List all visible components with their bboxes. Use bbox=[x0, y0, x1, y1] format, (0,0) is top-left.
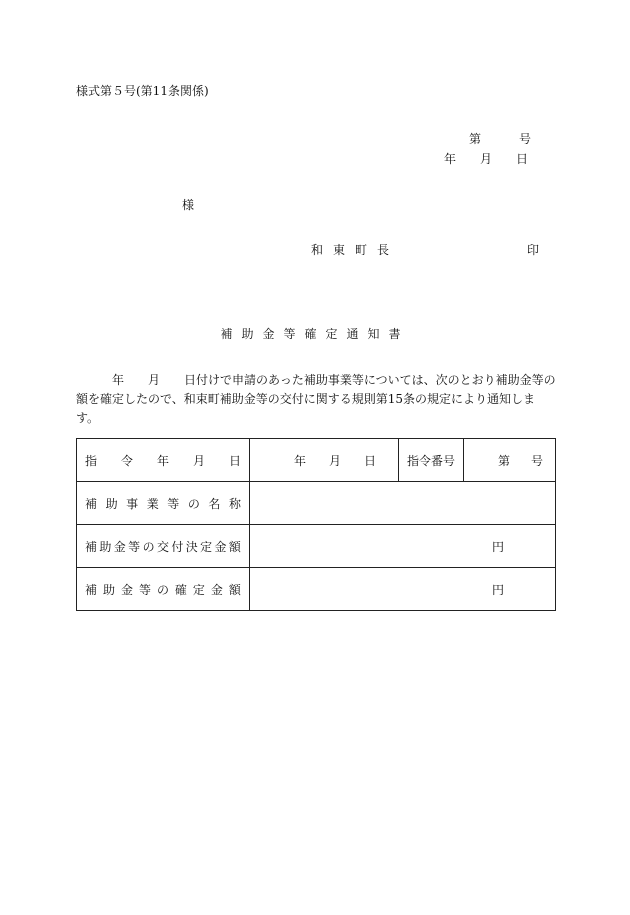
date-month-label: 月 bbox=[479, 152, 492, 166]
order-number-suffix: 号 bbox=[530, 453, 543, 468]
order-date-day: 日 bbox=[363, 453, 376, 468]
order-number-label: 指令番号 bbox=[399, 439, 464, 482]
order-date-cell bbox=[250, 439, 399, 482]
document-number-line bbox=[469, 130, 531, 147]
body-paragraph bbox=[76, 371, 556, 428]
table-row bbox=[77, 568, 556, 611]
sender-name: 和東町長 bbox=[311, 243, 400, 257]
order-number-prefix: 第 bbox=[498, 453, 511, 468]
order-number-cell bbox=[464, 439, 556, 482]
order-date-month: 月 bbox=[328, 453, 341, 468]
addressee-honorific: 様 bbox=[182, 198, 195, 212]
date-day-label: 日 bbox=[515, 152, 528, 166]
body-year-label: 年 bbox=[112, 373, 125, 387]
row2-label: 補 助 事 業 等 の 名 称 bbox=[85, 496, 241, 511]
number-prefix: 第 bbox=[469, 132, 482, 146]
label-cell bbox=[77, 568, 250, 611]
seal-mark: 印 bbox=[527, 243, 540, 257]
grant-decision-amount-value bbox=[250, 525, 556, 568]
sender-line bbox=[311, 241, 399, 258]
yen-unit: 円 bbox=[492, 539, 505, 554]
body-text-line2: 額を確定したので、和束町補助金等の交付に関する規則第15条の規定により通知します。 bbox=[76, 392, 536, 425]
yen-unit: 円 bbox=[492, 582, 505, 597]
label-cell bbox=[77, 525, 250, 568]
document-date-line bbox=[444, 150, 528, 167]
body-text-line1: 日付けで申請のあった補助事業等については、次のとおり補助金等の bbox=[184, 373, 556, 387]
body-month-label: 月 bbox=[148, 373, 161, 387]
row3-label: 補 助 金 等 の 交 付 決 定 金 額 bbox=[85, 539, 241, 554]
confirmed-amount-value bbox=[250, 568, 556, 611]
number-suffix: 号 bbox=[518, 132, 531, 146]
form-number-label: 様式第５号(第11条関係) bbox=[76, 84, 209, 98]
row4-label: 補 助 金 等 の 確 定 金 額 bbox=[85, 582, 241, 597]
date-year-label: 年 bbox=[444, 152, 457, 166]
label-cell bbox=[77, 482, 250, 525]
table-row bbox=[77, 439, 556, 482]
info-table bbox=[76, 438, 556, 611]
table-row bbox=[77, 525, 556, 568]
table-row bbox=[77, 482, 556, 525]
row1-label: 指 令 年 月 日 bbox=[85, 453, 241, 468]
order-date-year: 年 bbox=[294, 453, 307, 468]
project-name-value bbox=[250, 482, 556, 525]
document-title: 補助金等確定通知書 bbox=[220, 327, 410, 341]
label-cell bbox=[77, 439, 250, 482]
